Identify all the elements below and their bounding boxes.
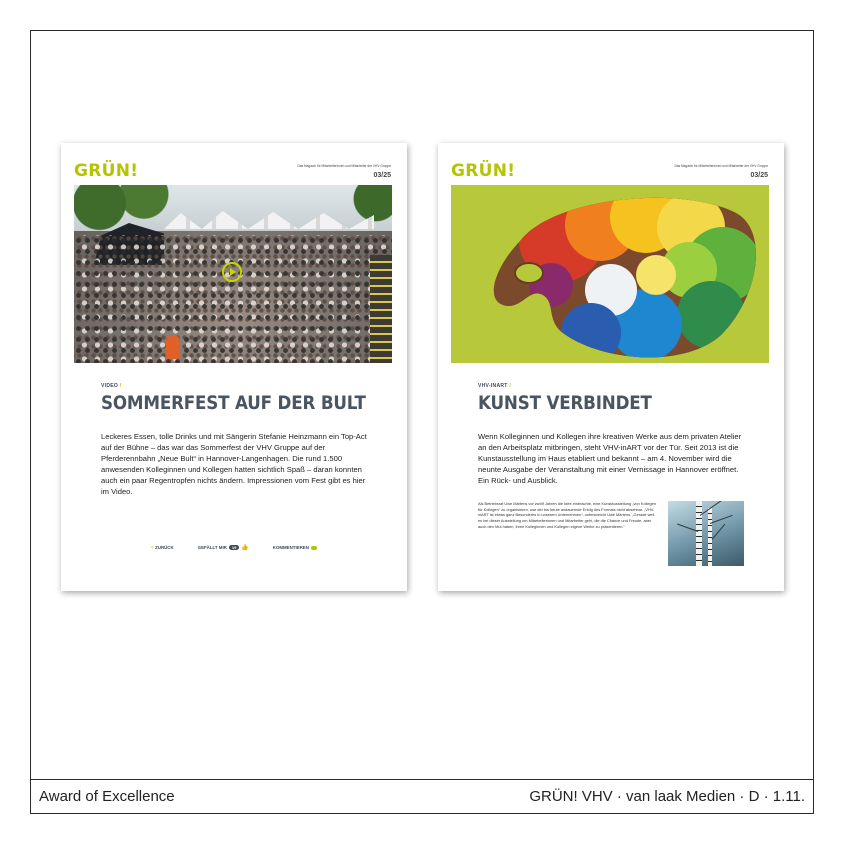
award-frame	[30, 30, 814, 814]
magazine-page-kunst	[438, 143, 784, 591]
kicker-slash: /	[118, 383, 122, 389]
kicker-label: VHV-INART	[478, 383, 508, 389]
like-count-badge: 19	[229, 545, 239, 550]
article-kicker	[101, 383, 121, 389]
like-label: GEFÄLLT MIR	[197, 545, 227, 550]
back-label: ZURÜCK	[155, 545, 174, 550]
play-triangle-icon	[230, 268, 236, 276]
birch-branch	[710, 515, 733, 524]
sommerfest-video-image[interactable]	[74, 185, 392, 363]
article-kicker	[478, 383, 511, 389]
kicker-label: VIDEO	[101, 383, 119, 389]
palette-illustration	[451, 185, 769, 363]
magazine-subtitle: Das Magazin für Mitarbeiterinnen und Mitarbeiter der VHV Gruppe	[297, 164, 391, 168]
article-actions	[61, 544, 407, 551]
speech-bubble-icon	[311, 546, 317, 550]
issue-number: 03/25	[373, 172, 391, 179]
article-headline: KUNST VERBINDET	[478, 392, 652, 414]
paint-palette-image	[451, 185, 769, 363]
award-label: Award of Excellence	[39, 788, 175, 805]
thumbs-up-icon: 👍	[241, 545, 249, 551]
issue-number: 03/25	[750, 172, 768, 179]
article-headline: SOMMERFEST AUF DER BULT	[101, 392, 366, 414]
birch-branch	[712, 524, 726, 540]
award-footer	[31, 779, 813, 813]
article-body: Leckeres Essen, tolle Drinks und mit Sängerin Stefanie Heinzmann ein Top-Act auf der Bühne – das war das Sommerfest der VHV Gruppe auf der Pferderennbahn „Neue Bult“ in Hannover-Langenhagen. Die rund 1.500 anwesenden Kolleginnen und Kollegen hatten sichtlich Spaß – daran konnten auch ein paar Regentropfen nichts ändern. Impressionen vom Fest gibt es hier im Video.	[101, 432, 367, 496]
crowd	[74, 235, 392, 363]
comment-button[interactable]	[273, 545, 317, 550]
article-body: Wenn Kolleginnen und Kollegen ihre kreativen Werke aus dem privaten Atelier an den Arbeitsplatz mitbringen, steht VHV-inART vor der Tür. Seit 2013 ist die Kunstausstellung im Haus etabliert und bekannt – am 4. November wird die neunte Ausgabe der Veranstaltung mit einer Vernissage in Hannover eröffnet. Ein Rück- und Ausblick.	[478, 432, 742, 485]
magazine-subtitle: Das Magazin für Mitarbeiterinnen und Mitarbeiter der VHV Gruppe	[674, 164, 768, 168]
person-red-shirt	[166, 335, 180, 359]
grandstand-stairs	[370, 255, 392, 363]
kicker-slash: /	[507, 383, 512, 389]
like-button[interactable]	[198, 544, 249, 551]
article-caption: Als Betriebsrat Uwe Märtens vor zwölf Jahren die Idee einbrachte, eine Kunstausstellung „von Kollegen für Kollegen“ zu organisieren, war der bis heute andauernde Erfolg des Formats nicht absehbar. „VHV-inART ist etwas ganz Besonderes in unserem Unternehmen“, unterstreicht Uwe Märtens. „Gerade weil es bei dieser Ausstellung um Mitarbeiterinnen und Mitarbeiter geht, die die Chance und Freude, aber auch den Mut haben, ihren Kolleginnen und Kollegen eigene Werke zu präsentieren.“	[478, 501, 656, 529]
magazine-logo: GRÜN!	[74, 161, 139, 181]
birch-trunk	[708, 508, 712, 566]
back-button[interactable]	[151, 545, 174, 551]
magazine-page-sommerfest	[61, 143, 407, 591]
magazine-logo: GRÜN!	[451, 161, 516, 181]
chevron-left-icon: ‹	[151, 544, 154, 551]
birch-trunk	[696, 501, 702, 566]
play-video-icon[interactable]	[222, 262, 242, 282]
award-credit: GRÜN! VHV · van laak Medien · D · 1.11.	[529, 788, 805, 805]
birch-painting-thumbnail[interactable]	[668, 501, 744, 566]
comment-label: KOMMENTIEREN	[272, 545, 309, 550]
